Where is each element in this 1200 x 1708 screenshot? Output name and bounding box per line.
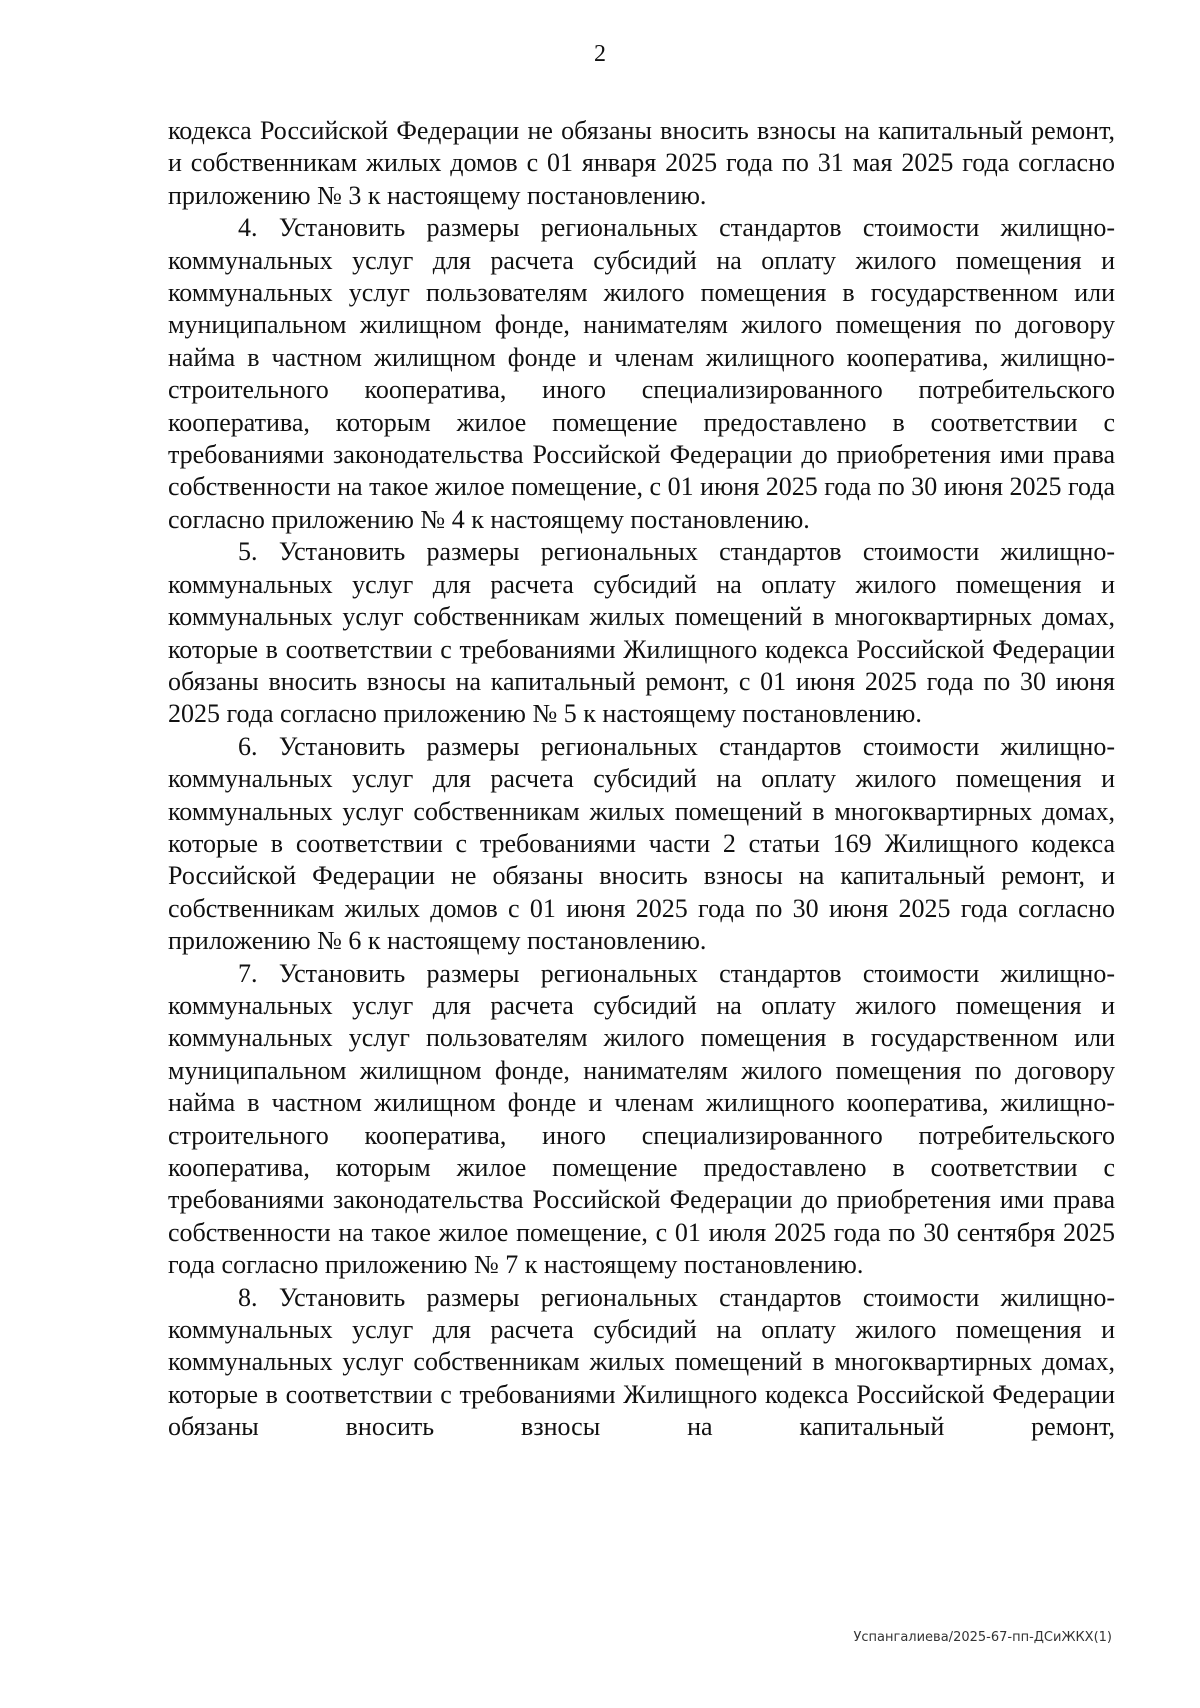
paragraph-continuation: кодекса Российской Федерации не обязаны вносить взносы на капитальный ремонт, и собственникам жилых домов с 01 января 2025 года по 31 мая 2025 года согласно приложению № 3 к настоящему постановлению. xyxy=(168,116,1115,210)
paragraph-item-8: 8. Установить размеры региональных стандартов стоимости жилищно-коммунальных услуг для расчета субсидий на оплату жилого помещения и коммунальных услуг собственникам жилых помещений в многоквартирных домах, которые в соответствии с требованиями Жилищного кодекса Российской Федерации обязаны вносить взносы на капитальный ремонт, xyxy=(168,1282,1115,1442)
paragraph-item-4: 4. Установить размеры региональных стандартов стоимости жилищно-коммунальных услуг для расчета субсидий на оплату жилого помещения и коммунальных услуг пользователям жилого помещения в государственном или муниципальном жилищном фонде, нанимателям жилого помещения по договору найма в частном жилищном фонде и членам жилищного кооператива, жилищно-строительного кооператива, иного специализированного потребительского кооператива, которым жилое помещение предоставлено в соответствии с требованиями законодательства Российской Федерации до приобретения ими права собственности на такое жилое помещение, с 01 июня 2025 года по 30 июня 2025 года согласно приложению № 4 к настоящему постановлению. xyxy=(168,213,1115,534)
document-footer-code: Успангалиева/2025-67-пп-ДСиЖКХ(1) xyxy=(853,1630,1112,1645)
paragraph-item-7: 7. Установить размеры региональных стандартов стоимости жилищно-коммунальных услуг для расчета субсидий на оплату жилого помещения и коммунальных услуг пользователям жилого помещения в государственном или муниципальном жилищном фонде, нанимателям жилого помещения по договору найма в частном жилищном фонде и членам жилищного кооператива, жилищно-строительного кооператива, иного специализированного потребительского кооператива, которым жилое помещение предоставлено в соответствии с требованиями законодательства Российской Федерации до приобретения ими права собственности на такое жилое помещение, с 01 июля 2025 года по 30 сентября 2025 года согласно приложению № 7 к настоящему постановлению. xyxy=(168,958,1115,1280)
document-body xyxy=(168,115,1115,1444)
page-number: 2 xyxy=(594,41,606,67)
paragraph-item-6: 6. Установить размеры региональных стандартов стоимости жилищно-коммунальных услуг для расчета субсидий на оплату жилого помещения и коммунальных услуг собственникам жилых помещений в многоквартирных домах, которые в соответствии с требованиями части 2 статьи 169 Жилищного кодекса Российской Федерации не обязаны вносить взносы на капитальный ремонт, и собственникам жилых домов с 01 июня 2025 года по 30 июня 2025 года согласно приложению № 6 к настоящему постановлению. xyxy=(168,731,1115,956)
paragraph-item-5: 5. Установить размеры региональных стандартов стоимости жилищно-коммунальных услуг для расчета субсидий на оплату жилого помещения и коммунальных услуг собственникам жилых помещений в многоквартирных домах, которые в соответствии с требованиями Жилищного кодекса Российской Федерации обязаны вносить взносы на капитальный ремонт, с 01 июня 2025 года по 30 июня 2025 года согласно приложению № 5 к настоящему постановлению. xyxy=(168,537,1115,729)
